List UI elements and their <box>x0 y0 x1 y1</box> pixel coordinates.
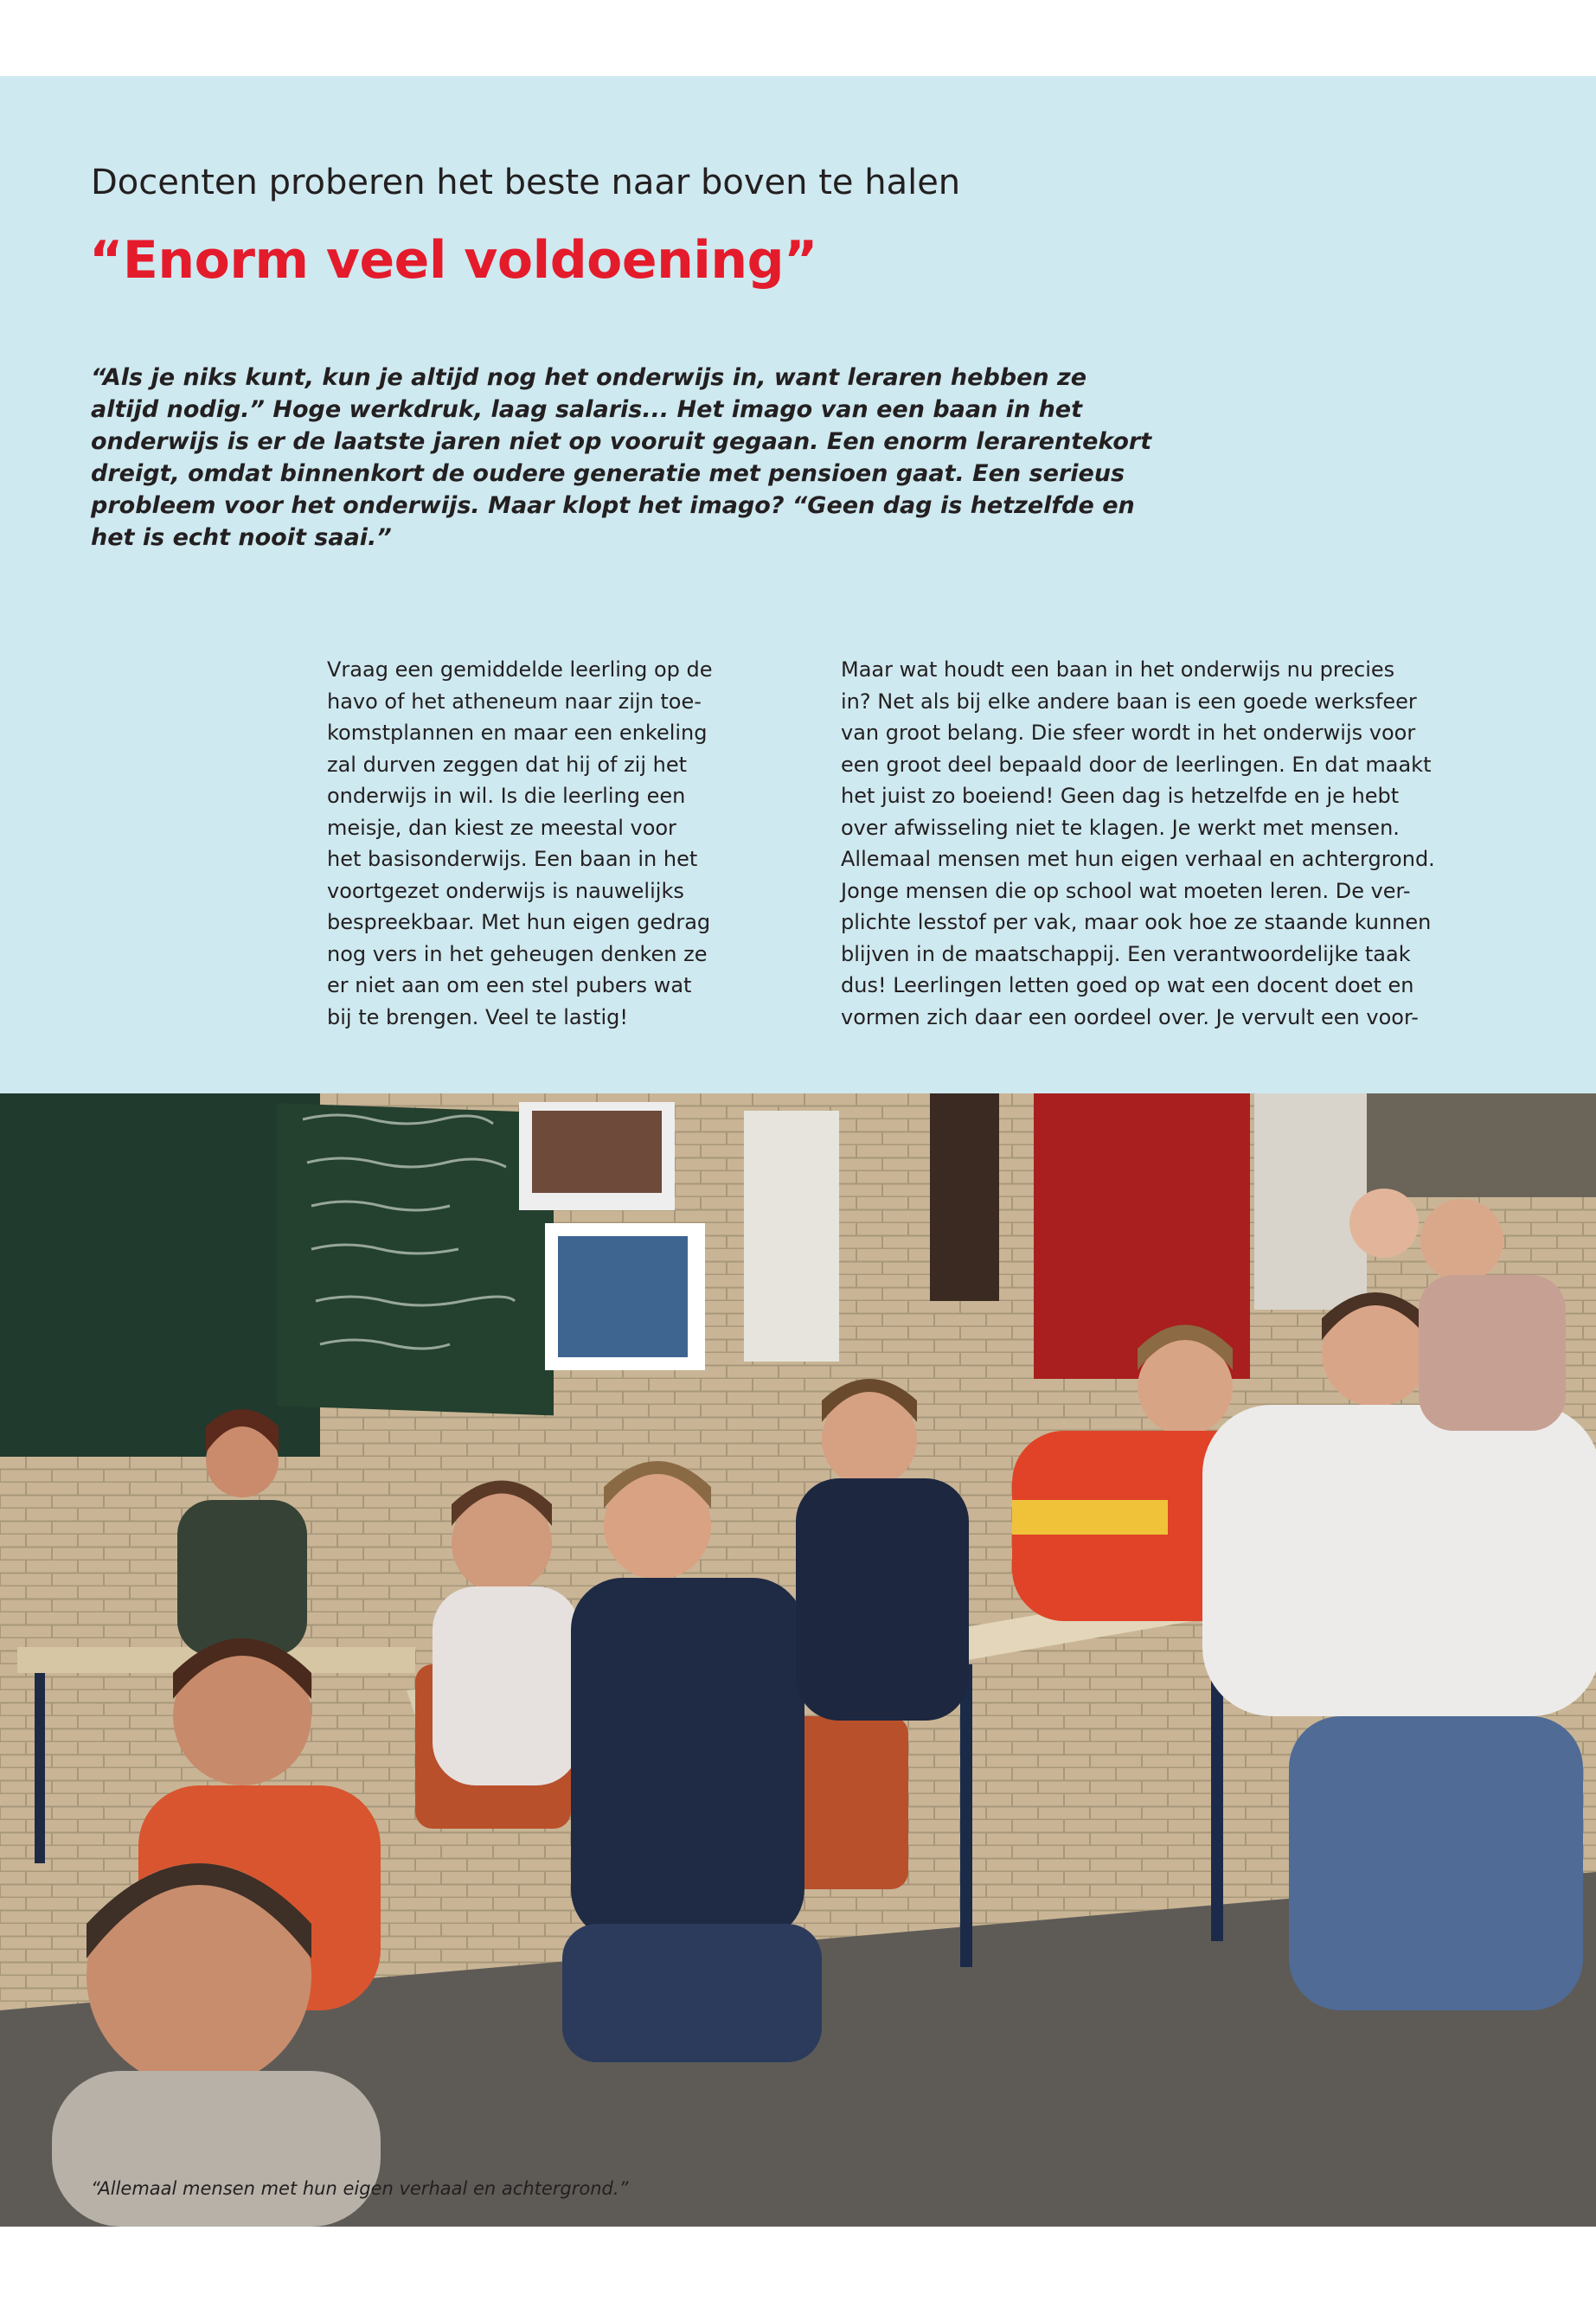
article-intro: “Als je niks kunt, kun je altijd nog het onderwijs in, want leraren hebben ze altijd nodig.” Hoge werkdruk, laag salaris... Het imago van een baan in het onderwijs is er de laatste jaren niet op vooruit gegaan. Een enorm lerarentekort dreigt, omdat binnenkort de oudere generatie met pensioen gaat. Een serieus probleem voor het onderwijs. Maar klopt het imago? “Geen dag is hetzelfde en het is echt nooit saai.” <box>91 364 1152 551</box>
text-line: het juist zo boeiend! Geen dag is hetzelfde en je hebt <box>841 784 1400 808</box>
text-line: voortgezet onderwijs is nauwelijks <box>327 878 684 903</box>
text-line: blijven in de maatschappij. Een verantwoordelijke taak <box>841 941 1411 966</box>
body-column-left <box>327 654 794 1033</box>
body-column-right <box>841 654 1533 1033</box>
text-line: bespreekbaar. Met hun eigen gedrag <box>327 910 711 934</box>
text-line: onderwijs in wil. Is die leerling een <box>327 784 686 808</box>
text-line: er niet aan om een stel pubers wat <box>327 973 692 997</box>
text-line: dus! Leerlingen letten goed op wat een docent doet en <box>841 973 1414 997</box>
article-headline: “Enorm veel voldoening” <box>89 230 817 291</box>
text-line: van groot belang. Die sfeer wordt in het onderwijs voor <box>841 721 1416 745</box>
text-line: vormen zich daar een oordeel over. Je vervult een voor- <box>841 1004 1419 1029</box>
text-line: in? Net als bij elke andere baan is een goede werksfeer <box>841 689 1417 714</box>
text-line: Vraag een gemiddelde leerling op de <box>327 657 713 682</box>
article-kicker: Docenten proberen het beste naar boven te halen <box>91 163 961 202</box>
text-line: zal durven zeggen dat hij of zij het <box>327 752 688 777</box>
text-line: Jonge mensen die op school wat moeten leren. De ver- <box>841 878 1411 903</box>
text-line: meisje, dan kiest ze meestal voor <box>327 815 676 840</box>
text-line: bij te brengen. Veel te lastig! <box>327 1004 629 1029</box>
magazine-page <box>0 76 1596 2223</box>
text-line: Maar wat houdt een baan in het onderwijs nu precies <box>841 657 1395 682</box>
photo-caption: “Allemaal mensen met hun eigen verhaal en achtergrond.” <box>91 2178 629 2199</box>
text-line: havo of het atheneum naar zijn toe- <box>327 689 702 714</box>
text-line: plichte lesstof per vak, maar ook hoe ze staande kunnen <box>841 910 1432 934</box>
text-line: over afwisseling niet te klagen. Je werkt met mensen. <box>841 815 1400 840</box>
text-line: komstplannen en maar een enkeling <box>327 721 708 745</box>
text-line: nog vers in het geheugen denken ze <box>327 941 708 966</box>
classroom-photo <box>0 1093 1596 2227</box>
text-line: het basisonderwijs. Een baan in het <box>327 847 698 871</box>
text-line: een groot deel bepaald door de leerlingen. En dat maakt <box>841 752 1432 777</box>
text-line: Allemaal mensen met hun eigen verhaal en achtergrond. <box>841 847 1435 871</box>
